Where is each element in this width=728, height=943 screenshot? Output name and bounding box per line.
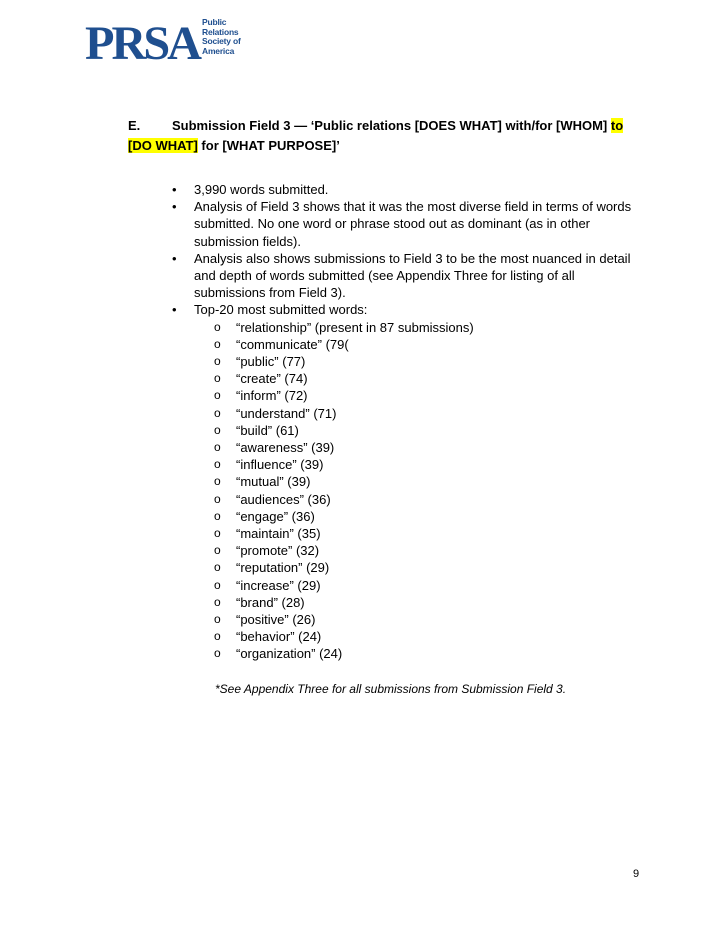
section-letter: E. — [128, 118, 141, 133]
finding-item: • 3,990 words submitted. — [170, 181, 640, 198]
section-title-highlight-2: [DO WHAT] — [128, 138, 198, 153]
top-word-item: o “increase” (29) — [194, 577, 640, 594]
section-heading — [128, 116, 648, 156]
logo-tagline: Public Relations Society of America — [202, 17, 241, 56]
top-word-item: o “relationship” (present in 87 submissions) — [194, 319, 640, 336]
top-words-list — [194, 319, 640, 663]
top-word-item: o “behavior” (24) — [194, 628, 640, 645]
top-word-item: o “build” (61) — [194, 422, 640, 439]
top-word-item: o “mutual” (39) — [194, 473, 640, 490]
top-word-item: o “awareness” (39) — [194, 439, 640, 456]
top-word-item: o “understand” (71) — [194, 405, 640, 422]
section-title-highlight-1: to — [610, 118, 624, 133]
page-number: 9 — [633, 868, 640, 880]
top-word-item: o “promote” (32) — [194, 542, 640, 559]
section-title-main: Submission Field 3 — ‘Public relations [DOES WHAT] with/for [WHOM] — [172, 118, 608, 133]
top-word-item: o “create” (74) — [194, 370, 640, 387]
finding-item: • Top-20 most submitted words: o “relationship” (present in 87 submissions) o “communicate” (79( o “public” (77) o “create” (74) o “inform” (72) o “understand” (71) o “build” (61) o “awareness” (39) o “influence” (39) o “mutual” (39) o “audiences” (36) o “engage” (36) o “maintain” (35) o “promote” (32) o “reputation” (29) o “increase” (29) o “brand” (28) o “positive” (26) o “behavior” (24) o “organization” (24) — [170, 301, 640, 662]
top-word-item: o “influence” (39) — [194, 456, 640, 473]
finding-item: • Analysis also shows submissions to Field 3 to be the most nuanced in detail and depth of words submitted (see Appendix Three for listing of all submissions from Field 3). — [170, 250, 640, 302]
finding-item: • Analysis of Field 3 shows that it was the most diverse field in terms of words submitted. No one word or phrase stood out as dominant (as in other submission fields). — [170, 198, 640, 250]
top-word-item: o “communicate” (79( — [194, 336, 640, 353]
top-word-item: o “engage” (36) — [194, 508, 640, 525]
top-word-item: o “organization” (24) — [194, 645, 640, 662]
top-word-item: o “reputation” (29) — [194, 559, 640, 576]
appendix-note: *See Appendix Three for all submissions from Submission Field 3. — [215, 682, 567, 696]
logo-wordmark-text: PRSA — [85, 17, 203, 70]
top-word-item: o “inform” (72) — [194, 387, 640, 404]
top-word-item: o “audiences” (36) — [194, 491, 640, 508]
top-word-item: o “maintain” (35) — [194, 525, 640, 542]
section-title-tail: for [WHAT PURPOSE]’ — [201, 138, 340, 153]
top-word-item: o “public” (77) — [194, 353, 640, 370]
prsa-logo — [85, 15, 245, 75]
findings-list — [170, 181, 640, 663]
top-word-item: o “brand” (28) — [194, 594, 640, 611]
top-word-item: o “positive” (26) — [194, 611, 640, 628]
